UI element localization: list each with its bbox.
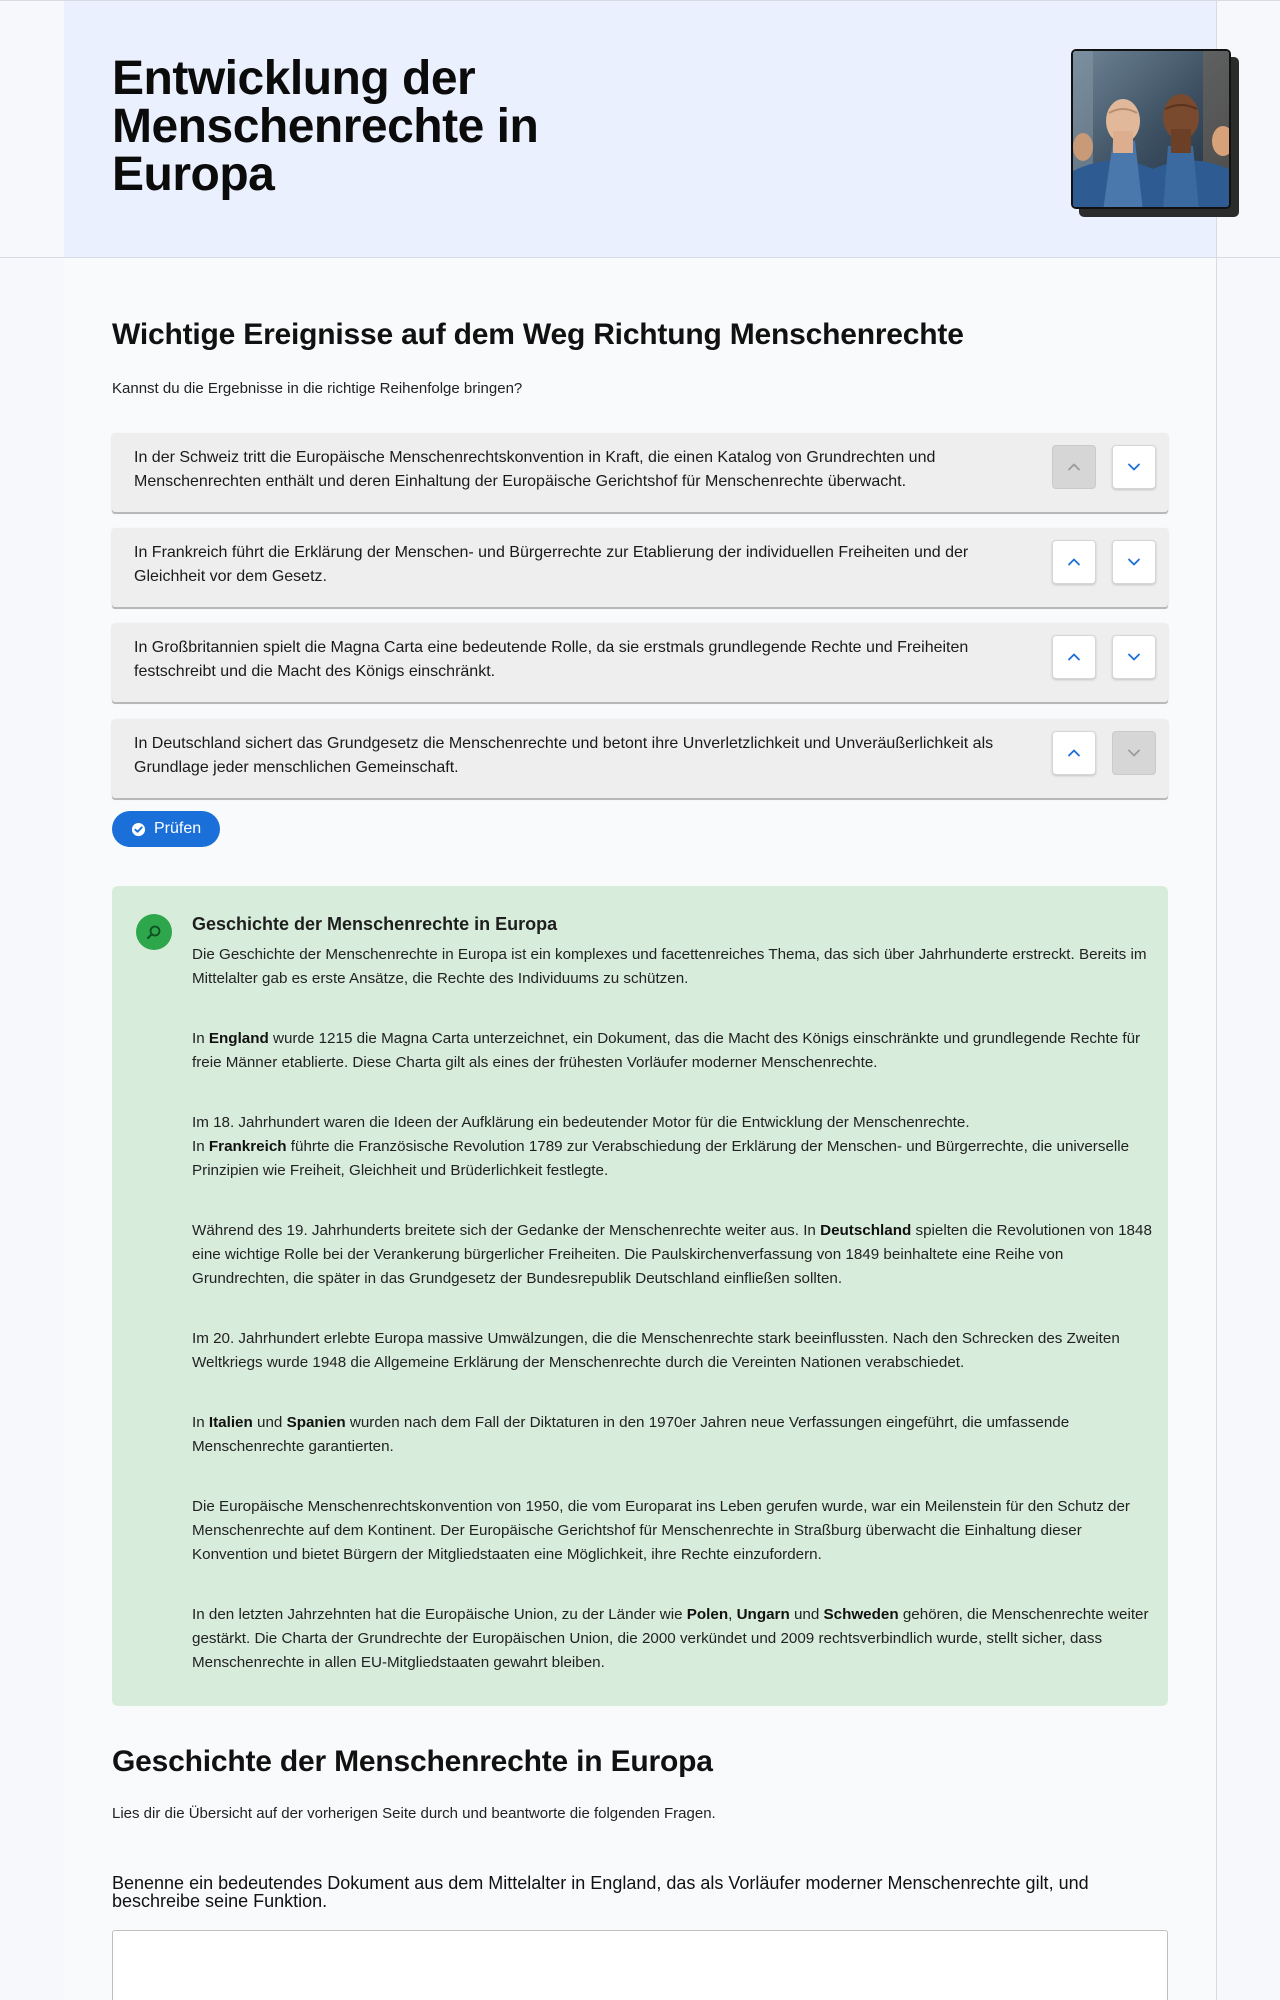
check-button-label: Prüfen <box>154 820 202 837</box>
section-instruction: Kannst du die Ergebnisse in die richtige Reihenfolge bringen? <box>112 380 523 397</box>
move-up-button[interactable] <box>1052 540 1096 584</box>
chevron-up-icon <box>1067 746 1081 760</box>
info-paragraph: Im 18. Jahrhundert waren die Ideen der Aufklärung ein bedeutender Motor für die Entwicklung der Menschenrechte. In Frankreich führte die Französische Revolution 1789 zur Verabschiedung der Erklärung der Menschen- und Bürgerrechte, die universelle Prinzipien wie Freiheit, Gleichheit und Brüderlichkeit festlegte. <box>192 1114 1130 1179</box>
chevron-up-icon <box>1067 555 1081 569</box>
country-name: Ungarn <box>736 1606 790 1623</box>
ordering-item-text: In Großbritannien spielt die Magna Carta eine bedeutende Rolle, da sie erstmals grundlegende Rechte und Freiheiten festschreibt und die Macht des Königs einschränkt. <box>134 639 969 680</box>
info-paragraph: Die Geschichte der Menschenrechte in Europa ist ein komplexes und facettenreiches Thema, das sich über Jahrhunderte erstreckt. Bereits im Mittelalter gab es erste Ansätze, die Rechte des Individuums zu schützen. <box>192 946 1147 987</box>
ordering-item[interactable] <box>112 433 1168 512</box>
move-up-button[interactable] <box>1052 445 1096 489</box>
search-icon <box>136 914 172 950</box>
info-paragraph: In Italien und Spanien wurden nach dem Fall der Diktaturen in den 1970er Jahren neue Verfassungen eingeführt, die umfassende Menschenrechte garantierten. <box>192 1414 1070 1455</box>
chevron-down-icon <box>1127 460 1141 474</box>
page-header <box>64 1 1216 257</box>
move-up-button[interactable] <box>1052 635 1096 679</box>
move-down-button[interactable] <box>1112 635 1156 679</box>
right-divider <box>1216 0 1217 2000</box>
ordering-item-text: In Frankreich führt die Erklärung der Menschen- und Bürgerrechte zur Etablierung der individuellen Freiheiten und der Gleichheit vor dem Gesetz. <box>134 544 969 585</box>
info-paragraph: Im 20. Jahrhundert erlebte Europa massive Umwälzungen, die die Menschenrechte stark beeinflussten. Nach den Schrecken des Zweiten Weltkriegs wurde 1948 die Allgemeine Erklärung der Menschenrechte durch die Vereinten Nationen verabschiedet. <box>192 1330 1120 1371</box>
ordering-item[interactable] <box>112 623 1168 702</box>
country-name: Spanien <box>286 1414 346 1431</box>
country-name: Italien <box>208 1414 253 1431</box>
answer-field[interactable] <box>112 1930 1168 2000</box>
check-button[interactable] <box>112 811 220 847</box>
info-paragraph: Die Europäische Menschenrechtskonvention von 1950, die vom Europarat ins Leben gerufen wurde, war ein Meilenstein für den Schutz der Menschenrechte auf dem Kontinent. Der Europäische Gerichtshof für Menschenrechte in Straßburg überwacht die Einhaltung dieser Konvention und bietet Bürgern der Mitgliedstaaten eine Möglichkeit, ihre Rechte einzufordern. <box>192 1498 1130 1563</box>
chevron-down-icon <box>1127 650 1141 664</box>
section-instruction: Lies dir die Übersicht auf der vorherigen Seite durch und beantworte die folgenden Fragen. <box>112 1805 716 1822</box>
ordering-item[interactable] <box>112 719 1168 798</box>
move-down-button[interactable] <box>1112 540 1156 584</box>
info-paragraph: In England wurde 1215 die Magna Carta unterzeichnet, ein Dokument, das die Macht des Königs einschränkte und grundlegende Rechte für freie Männer etablierte. Diese Charta gilt als eines der frühesten Vorläufer moderner Menschenrechte. <box>192 1030 1141 1071</box>
header-image <box>1071 49 1231 209</box>
check-circle-icon <box>131 822 146 837</box>
chevron-down-icon <box>1127 555 1141 569</box>
country-name: Polen <box>686 1606 729 1623</box>
country-name: Deutschland <box>820 1222 912 1239</box>
move-down-button[interactable] <box>1112 731 1156 775</box>
chevron-up-icon <box>1067 650 1081 664</box>
move-up-button[interactable] <box>1052 731 1096 775</box>
info-title: Geschichte der Menschenrechte in Europa <box>192 914 558 934</box>
ordering-item-text: In der Schweiz tritt die Europäische Menschenrechtskonvention in Kraft, die einen Katalog von Grundrechten und Menschenrechten enthält und deren Einhaltung der Europäische Gerichtshof für Menschenrechte überwacht. <box>134 449 936 490</box>
country-name: England <box>208 1030 269 1047</box>
info-box <box>112 886 1168 1706</box>
page-title: Entwicklung der Menschenrechte in Europa <box>112 52 539 201</box>
country-name: Schweden <box>823 1606 899 1623</box>
info-body <box>192 943 1152 1711</box>
info-paragraph: In den letzten Jahrzehnten hat die Europäische Union, zu der Länder wie Polen, Ungarn und Schweden gehören, die Menschenrechte weiter gestärkt. Die Charta der Grundrechte der Europäischen Union, die 2000 verkündet und 2009 rechtsverbindlich wurde, stellt sicher, dass Menschenrechte in allen EU-Mitgliedstaaten gewahrt bleiben. <box>192 1606 1149 1671</box>
section-heading: Wichtige Ereignisse auf dem Weg Richtung Menschenrechte <box>112 318 964 351</box>
section-heading: Geschichte der Menschenrechte in Europa <box>112 1745 713 1778</box>
country-name: Frankreich <box>208 1138 287 1155</box>
chevron-down-icon <box>1127 746 1141 760</box>
chevron-up-icon <box>1067 460 1081 474</box>
ordering-item-text: In Deutschland sichert das Grundgesetz die Menschenrechte und betont ihre Unverletzlichkeit und Unveräußerlichkeit als Grundlage jeder menschlichen Gemeinschaft. <box>134 735 994 776</box>
info-paragraph: Während des 19. Jahrhunderts breitete sich der Gedanke der Menschenrechte weiter aus. In Deutschland spielten die Revolutionen von 1848 eine wichtige Rolle bei der Verankerung bürgerlicher Freiheiten. Die Paulskirchenverfassung von 1849 beinhaltete eine Reihe von Grundrechten, die später in das Grundgesetz der Bundesrepublik Deutschland einfließen sollten. <box>192 1222 1152 1287</box>
ordering-item[interactable] <box>112 528 1168 607</box>
move-down-button[interactable] <box>1112 445 1156 489</box>
question-label: Benenne ein bedeutendes Dokument aus dem Mittelalter in England, das als Vorläufer moderner Menschenrechte gilt, und beschreibe seine Funktion. <box>112 1873 1089 1911</box>
